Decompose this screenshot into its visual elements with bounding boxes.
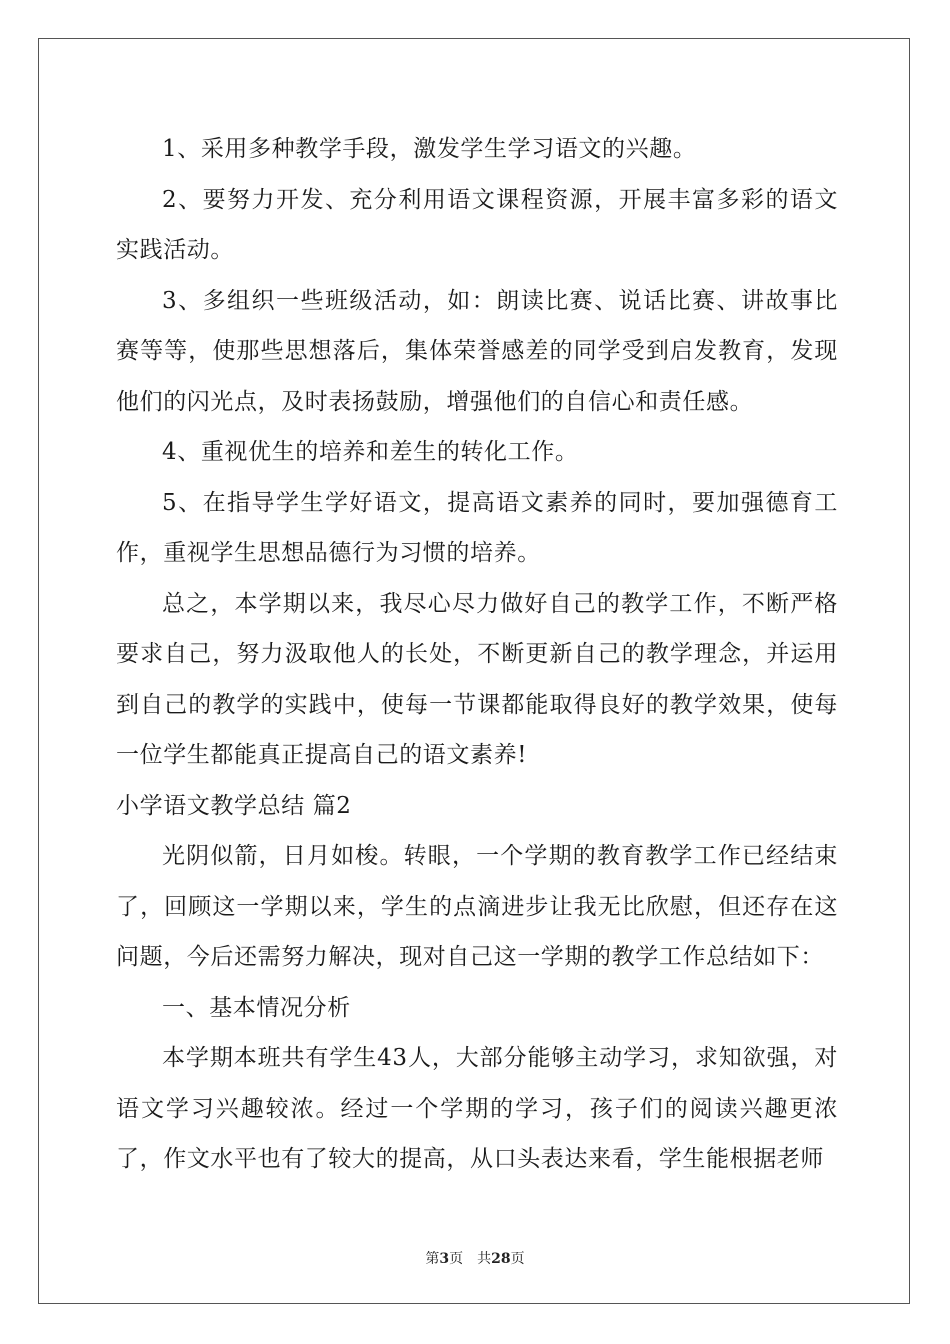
paragraph: 1、采用多种教学手段，激发学生学习语文的兴趣。 — [162, 136, 697, 162]
page-footer — [0, 1248, 950, 1268]
paragraph: 一、基本情况分析 — [162, 994, 351, 1021]
total-pages: 28 — [491, 1251, 511, 1267]
paragraph: 3、多组织一些班级活动，如：朗读比赛、说话比赛、讲故事比赛等等，使那些思想落后，集体荣誉感差的同学受到启发教育，发现他们的闪光点，及时表扬鼓励，增强他们的自信心和责任感。 — [116, 287, 838, 415]
page-number: 3 — [439, 1251, 450, 1267]
total-suffix: 页 — [510, 1251, 525, 1267]
page-prefix: 第 — [425, 1251, 440, 1267]
total-prefix: 共 — [477, 1251, 492, 1267]
section-heading: 小学语文教学总结 篇2 — [116, 792, 352, 819]
page-suffix: 页 — [449, 1251, 464, 1267]
paragraph: 本学期本班共有学生43人，大部分能够主动学习，求知欲强，对语文学习兴趣较浓。经过一个学期的学习，孩子们的阅读兴趣更浓了，作文水平也有了较大的提高，从口头表达来看，学生能根据老师 — [116, 1045, 838, 1172]
paragraph: 4、重视优生的培养和差生的转化工作。 — [162, 439, 579, 465]
paragraph: 光阴似箭，日月如梭。转眼，一个学期的教育教学工作已经结束了，回顾这一学期以来，学生的点滴进步让我无比欣慰，但还存在这问题，今后还需努力解决，现对自己这一学期的教学工作总结如下： — [116, 843, 838, 970]
paragraph: 2、要努力开发、充分利用语文课程资源，开展丰富多彩的语文实践活动。 — [116, 186, 838, 263]
paragraph: 总之，本学期以来，我尽心尽力做好自己的教学工作，不断严格要求自己，努力汲取他人的长处，不断更新自己的教学理念，并运用到自己的教学的实践中，使每一节课都能取得良好的教学效果，使每一位学生都能真正提高自己的语文素养! — [116, 590, 838, 768]
paragraph: 5、在指导学生学好语文，提高语文素养的同时，要加强德育工作，重视学生思想品德行为习惯的培养。 — [116, 489, 838, 566]
document-body — [116, 124, 838, 1185]
